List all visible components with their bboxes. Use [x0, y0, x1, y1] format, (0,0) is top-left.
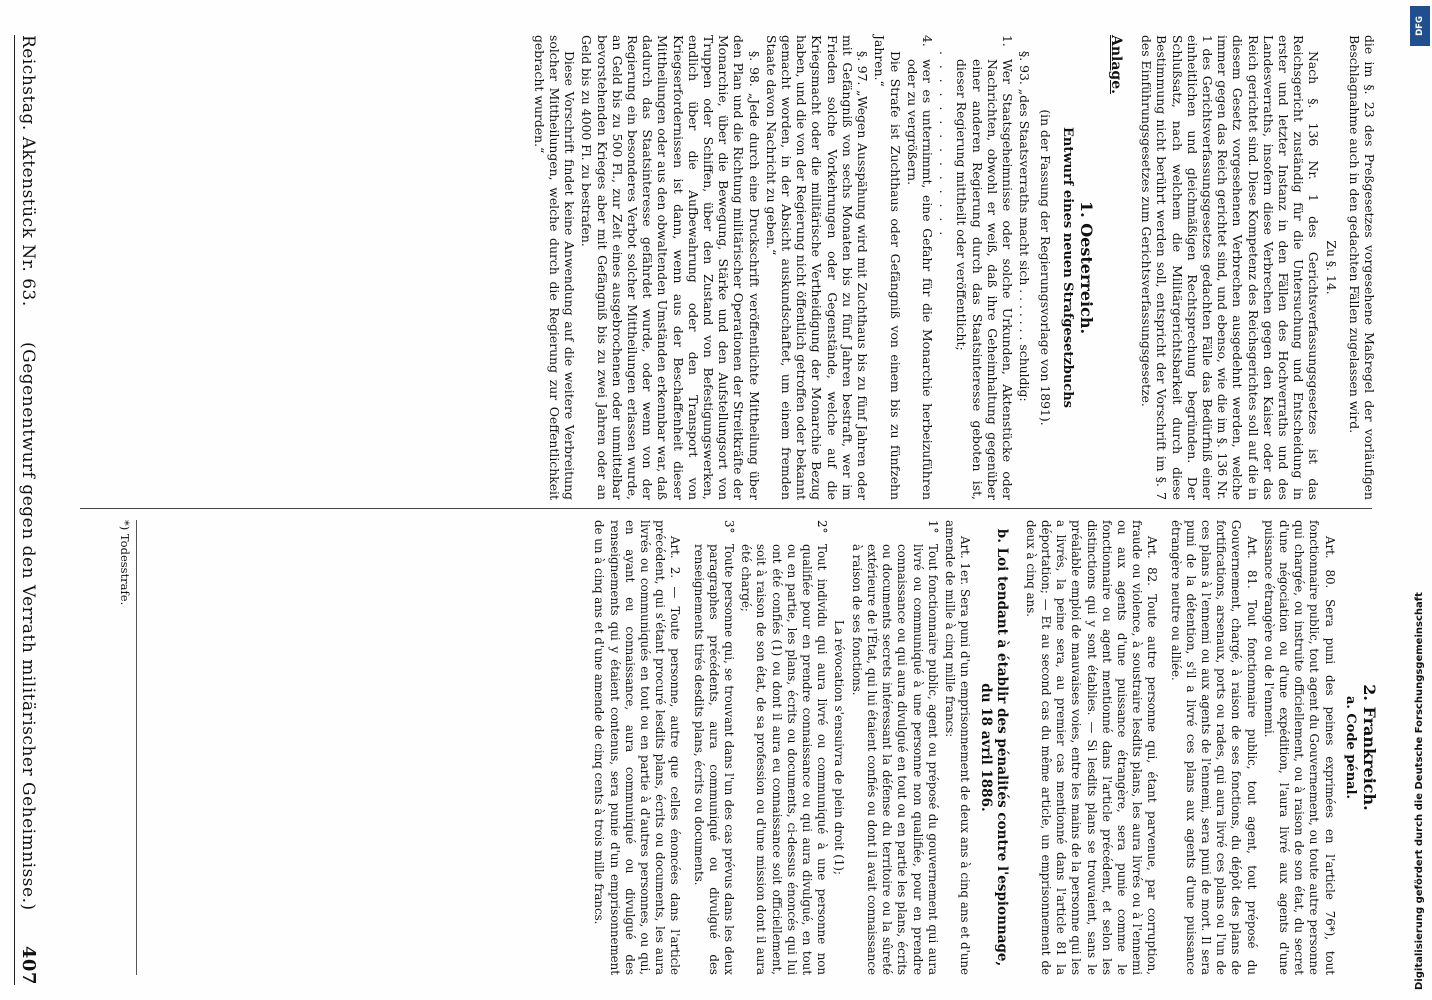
header-title: (Gegenentwurf gegen den Verrath militärischer Geheimnisse.)	[18, 342, 38, 911]
loi-article-1: Art. 1er. Sera puni d'un emprisonnement de deux ans à cinq ans et d'une amende de mille à cinq mille francs:	[942, 520, 973, 975]
footnote: *) Todesstrafe.	[118, 520, 137, 975]
list-item-text: Wer Staatsgeheimnisse oder solche Urkunden, Aktenstücke oder Nachrichten, obwohl er weiß, daß ihre Geheimhaltung gegenüber einer anderen Regierung durch das Staatsinteresse geboten ist, dieser Regierung mittheilt oder veröffentlicht;	[954, 59, 1015, 500]
frankreich-heading: 2. Frankreich.	[1360, 684, 1379, 811]
list-item	[690, 520, 736, 975]
article-80: Art. 80. Sera puni des peines exprimées en l'article 76*), tout fonctionnaire public, tout agent du Gouvernement, ou toute autre personne qui chargée, ou instruite officiellement, ou à raison de son état, du secret d'une négociation ou d'une expédition, l'aura livré aux agents d'une puissance étrangère ou de l'ennemi.	[1261, 520, 1337, 975]
list-item-text: Tout individu qui aura livré ou communiqué à une personne non qualifiée pour en prendre connaissance ou qui aura divulgué, en tout ou en partie, les plans, écrits ou documents, ci-dessus énoncés qui lui ont été confiés (1) ou dont il aura eu connaissance soit officiellement, soit à raison de son état, de sa profession ou d'une mission dont il aura été chargé;	[739, 544, 830, 975]
intro-paragraph: die im §. 23 des Preßgesetzes vorgesehene Maßregel der vorläufigen Beschlagnahme auch in den gedachten Fällen zugelassen wird.	[1346, 35, 1377, 500]
list-item	[738, 520, 829, 975]
ellipsis-dots: . . . . . . . . . . . . . .	[937, 51, 953, 239]
article-82: Art. 82. Toute autre personne qui, étant parvenue, par corruption, fraude ou violence, à soustraire lesdits plans, les aura livrés ou à l'ennemi ou aux agents d'une puissance étrangère, sera punie comme le fonctionnaire ou agent mentionné dans l'article précédent, et selon les distinctions qui y sont établies. — Si lesdits plans se trouvaient, sans le préalable emploi de mauvaises voies, entre les mains de la personne qui les a livrés, la peine sera, au premier cas mentionné dans l'article 81 la déportation; — Et au second cas du même article, un emprisonnement de deux à cinq ans.	[1023, 520, 1160, 975]
list-item-number: 4.	[919, 35, 935, 47]
paragraph-97: §. 97. „Wegen Ausspähung wird mit Zuchthaus bis zu fünf Jahren oder mit Gefängniß von sechs Monaten bis zu fünf Jahren bestraft, wer im Frieden solche Vorkehrungen oder Gegenstände, welche auf die Kriegsmacht oder die militärische Vertheidigung der Monarchie Bezug haben, und die von der Regierung nicht öffentlich getroffen oder bekannt gemacht worden, in der Absicht auskundschaftet, um einem fremden Staate davon Nachricht zu geben.“	[763, 35, 871, 500]
anlage-heading: Anlage.	[1107, 35, 1124, 95]
list-item-number: 1°	[925, 520, 940, 534]
zu14-heading: Zu §. 14.	[1323, 240, 1339, 295]
revocation-line: La révocation s'ensuivra de plein droit (1);	[832, 620, 847, 875]
funding-notice: Digitalisierung gefördert durch die Deutsche Forschungsgemeinschaft	[1414, 592, 1425, 990]
list-item	[954, 35, 1015, 500]
paragraph-93: §. 93. „des Staatsverraths macht sich . . . . . . . schuldig:	[1017, 51, 1033, 402]
left-column	[70, 35, 1377, 500]
article-81: Art. 81. Tout fonctionnaire public, tout agent, tout préposé du Gouvernement, chargé, à raison de ses fonctions, du dépôt des plans de fortifications, arsenaux, ports ou rades, qui aura livré ces plans ou l'un de ces plans à l'ennemi ou aux agents de l'ennemi, sera puni de mort. Il sera puni de la détention, s'il a livré ces plans aux agents d'une puissance étrangère neutre ou alliée.	[1168, 520, 1259, 975]
sidebar-strip	[1410, 160, 1430, 990]
list-item-text: wer es unternimmt, eine Gefahr für die Monarchie herbeizuführen oder zu vergrößern.	[904, 59, 935, 500]
page-header	[14, 35, 52, 985]
zu14-paragraph: Nach §. 136 Nr. 1 des Gerichtsverfassungsgesetzes ist das Reichsgericht zuständig für die Untersuchung und Entscheidung in erster und letzter Instanz in den Fällen des Hochverraths und des Landesverraths, insofern diese Verbrechen gegen den Kaiser oder das Reich gerichtet sind. Diese Kompetenz des Reichsgerichtes soll auf die in diesem Gesetz vorgesehenen Verbrechen ausgedehnt werden, welche immer gegen das Reich gerichtet sind, und ebenso, wie die im §. 136 Nr. 1 des Gerichtsverfassungsgesetzes gedachten Fälle das Bedürfniß einer einheitlichen und gleichmäßigen Rechtsprechung begründen. Der Schlußsatz, nach welchem die Militärgerichtsbarkeit durch diese Bestimmung nicht berührt werden soll, entspricht der Vorschrift im §. 7 des Einführungsgesetzes zum Gerichtsverfassungsgesetze.	[1139, 35, 1322, 500]
list-item	[849, 520, 940, 975]
digitization-sidebar	[1408, 0, 1432, 1000]
oesterreich-subheading: Entwurf eines neuen Strafgesetzbuchs	[1059, 127, 1075, 408]
list-item-text: Toute personne qui, se trouvant dans l'un des cas prévus dans les deux paragraphes précédents, aura communiqué ou divulgué des renseignements tirés desdits plans, écrits ou documents.	[691, 544, 737, 975]
column-divider	[80, 508, 1372, 509]
oesterreich-heading: 1. Oesterreich.	[1076, 200, 1096, 335]
list-item-text: Tout fonctionnaire public, agent ou préposé du gouvernement qui aura livré ou communiqué à une personne non qualifiée, pour en prendre connaissance ou qui aura divulgué en tout ou en partie les plans, écrits ou documents secrets intéressant la défense du territoire ou la sûreté extérieure de l'État, qui lui étaient confiés ou dont il avait connaissance à raison de ses fonctions.	[849, 544, 940, 975]
paragraph-98: §. 98. „Jede durch eine Druckschrift veröffentlichte Mittheilung über den Plan und die Richtung militärischer Operationen der Streitkräfte der Monarchie, über die Bewegung, Stärke und den Aufstellungsort von Truppen oder Schiffen, über den Zustand von Befestigungswerken, endlich über die Aufbewahrung oder den Transport von Kriegserfordernissen ist dann, wenn aus der Beschaffenheit dieser Mittheilungen oder aus den obwaltenden Umständen erkennbar war, daß dadurch das Staatsinteresse gefährdet wurde, oder wenn von der Regierung ein besonderes Verbot solcher Mittheilungen erlassen wurde, an Geld bis zu 500 Fl., zur Zeit eines ausgebrochenen oder unmittelbar bevorstehenden Krieges aber mit Gefängniß bis zu zwei Jahren oder an Geld bis zu 4000 Fl. zu bestrafen.	[579, 35, 762, 500]
loi-heading: b. Loi tendant à établir des pénalités contre l'espionnage, du 18 avril 1886.	[978, 528, 1010, 967]
oesterreich-subheading-note: (in der Fassung der Regierungsvorlage von 1891).	[1038, 109, 1054, 426]
header-left: Reichstag. Aktenstück Nr. 63.	[18, 35, 38, 307]
page-number: 407	[18, 945, 39, 985]
list-item-number: 3°	[722, 520, 737, 534]
code-penal-heading: a. Code pénal.	[1342, 695, 1358, 800]
list-item	[905, 35, 935, 500]
list-item-number: 1.	[999, 35, 1015, 47]
right-column	[70, 520, 1377, 975]
dfg-logo: DFG	[1410, 6, 1430, 46]
paragraph-98-continuation: Diese Vorschrift findet keine Anwendung auf die weitere Verbreitung solcher Mittheilungen, welche durch die Regierung zur Oeffentlichkeit gebracht wurden.“	[531, 35, 578, 500]
list-item-number: 2°	[815, 520, 830, 534]
loi-article-2: Art. 2. — Toute personne, autre que celles énoncées dans l'article précédent, qui s'étant procuré lesdits plans, écrits ou documents, les aura livrés ou communiqués en tout ou en partie à d'autres personnes, ou qui, en ayant eu connaissance, aura communiqué ou divulgué des renseignements qui y étaient contenus, sera punie d'un emprisonnement de un à cinq ans et d'une amende de cinq cents à trois mille francs.	[592, 520, 683, 975]
penalty-paragraph: Die Strafe ist Zuchthaus oder Gefängniß von einem bis zu fünfzehn Jahren.“	[872, 35, 903, 500]
